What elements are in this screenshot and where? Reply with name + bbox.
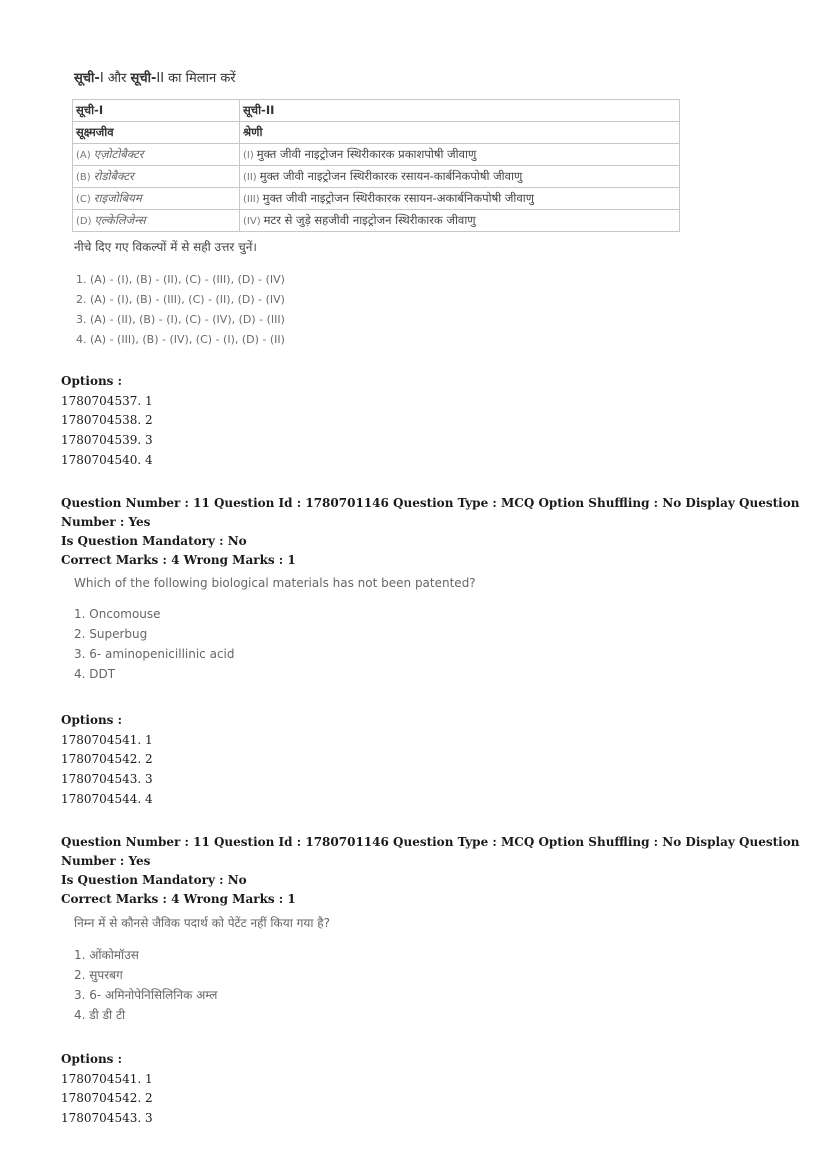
match-choices — [76, 270, 285, 350]
row-tag: (A) — [76, 150, 91, 161]
row-organism: रोडोबैक्टर — [93, 169, 134, 183]
choice-item: 3. 6- aminopenicillinic acid — [74, 647, 235, 661]
heading-list1-word: सूची- — [74, 71, 100, 86]
row-tag: (I) — [243, 150, 254, 161]
choice-item: 4. डी डी टी — [74, 1008, 126, 1022]
row-tag: (III) — [243, 194, 260, 205]
options-label: Options : — [61, 374, 123, 388]
choice-item: 1. ओंकोमॉउस — [74, 948, 139, 962]
table-cell — [240, 144, 680, 166]
choice-item: 1. Oncomouse — [74, 607, 161, 621]
row-organism: राइजोबियम — [93, 191, 142, 205]
table-cell — [240, 188, 680, 210]
option-id: 1780704540. 4 — [61, 452, 153, 467]
question-meta-hi — [61, 833, 826, 909]
row-category: मुक्त जीवी नाइट्रोजन स्थिरीकारक प्रकाशपोषी जीवाणु — [256, 147, 477, 161]
options-block-2 — [61, 711, 153, 810]
option-id: 1780704538. 2 — [61, 413, 153, 428]
meta-line-3: Correct Marks : 4 Wrong Marks : 1 — [61, 892, 296, 906]
meta-line-2: Is Question Mandatory : No — [61, 873, 247, 887]
meta-line-1: Question Number : 11 Question Id : 1780701146 Question Type : MCQ Option Shuffling : No Display Question Number : Yes — [61, 835, 800, 868]
question-hi-image — [74, 914, 330, 1025]
heading-and: और — [103, 71, 131, 86]
table-row — [73, 210, 680, 232]
table-cell — [73, 210, 240, 232]
row-tag: (C) — [76, 194, 91, 205]
table-row — [73, 188, 680, 210]
option-id: 1780704542. 2 — [61, 1091, 153, 1106]
options-block-1 — [61, 372, 153, 471]
match-instruction: नीचे दिए गए विकल्पों में से सही उत्तर चुनें। — [74, 240, 257, 254]
table-cell — [240, 210, 680, 232]
row-category: मुक्त जीवी नाइट्रोजन स्थिरीकारक रसायन-अकार्बनिकपोषी जीवाणु — [262, 191, 535, 205]
match-table — [72, 99, 680, 232]
choice-item: 3. 6- अमिनोपेनिसिलिनिक अम्ल — [74, 988, 218, 1002]
heading-rest: का मिलान करें — [164, 71, 236, 86]
choice-item: 3. (A) - (II), (B) - (I), (C) - (IV), (D) - (III) — [76, 313, 285, 326]
row-organism: एज़ोटोबैक्टर — [93, 147, 144, 161]
meta-line-2: Is Question Mandatory : No — [61, 534, 247, 548]
question-choices — [74, 945, 330, 1025]
table-row — [73, 144, 680, 166]
question-text: Which of the following biological materials has not been patented? — [74, 576, 476, 590]
heading-list2-roman: II — [156, 71, 165, 86]
choice-item: 4. (A) - (III), (B) - (IV), (C) - (I), (D) - (II) — [76, 333, 285, 346]
question-choices — [74, 604, 476, 684]
table-row — [73, 166, 680, 188]
row-category: मुक्त जीवी नाइट्रोजन स्थिरीकारक रसायन-कार्बनिकपोषी जीवाणु — [259, 169, 523, 183]
row-tag: (IV) — [243, 216, 261, 227]
option-id: 1780704541. 1 — [61, 1071, 153, 1086]
option-id: 1780704539. 3 — [61, 433, 153, 448]
match-heading — [74, 68, 236, 86]
table-subheader-cell: श्रेणी — [240, 122, 680, 144]
table-header-cell: सूची-II — [240, 100, 680, 122]
row-category: मटर से जुड़े सहजीवी नाइट्रोजन स्थिरीकारक जीवाणु — [263, 213, 476, 227]
option-id: 1780704537. 1 — [61, 393, 153, 408]
meta-line-3: Correct Marks : 4 Wrong Marks : 1 — [61, 553, 296, 567]
row-tag: (II) — [243, 172, 257, 183]
heading-list2-word: सूची- — [130, 71, 157, 86]
row-tag: (B) — [76, 172, 91, 183]
option-id: 1780704542. 2 — [61, 752, 153, 767]
table-subheader-cell: सूक्ष्मजीव — [73, 122, 240, 144]
option-id: 1780704543. 3 — [61, 772, 153, 787]
table-cell — [73, 188, 240, 210]
option-id: 1780704543. 3 — [61, 1111, 153, 1126]
options-label: Options : — [61, 713, 123, 727]
table-header-row — [73, 100, 680, 122]
options-label: Options : — [61, 1052, 123, 1066]
question-en-image — [74, 576, 476, 684]
heading-list1-roman: I — [99, 71, 104, 86]
choice-item: 2. (A) - (I), (B) - (III), (C) - (II), (D) - (IV) — [76, 293, 285, 306]
choice-item: 2. Superbug — [74, 627, 148, 641]
option-id: 1780704544. 4 — [61, 791, 153, 806]
option-id: 1780704541. 1 — [61, 732, 153, 747]
choice-item: 1. (A) - (I), (B) - (II), (C) - (III), (D) - (IV) — [76, 273, 285, 286]
table-cell — [240, 166, 680, 188]
table-cell — [73, 144, 240, 166]
meta-line-1: Question Number : 11 Question Id : 1780701146 Question Type : MCQ Option Shuffling : No Display Question Number : Yes — [61, 496, 800, 529]
table-header-cell: सूची-I — [73, 100, 240, 122]
question-text: निम्न में से कौनसे जैविक पदार्थ को पेटेंट नहीं किया गया है? — [74, 916, 331, 930]
table-subheader-row — [73, 122, 680, 144]
options-block-3 — [61, 1050, 153, 1129]
choice-item: 4. DDT — [74, 667, 116, 681]
choice-item: 2. सुपरबग — [74, 968, 123, 982]
row-tag: (D) — [76, 216, 92, 227]
question-meta-en — [61, 494, 826, 570]
row-organism: एल्केलिजेन्स — [94, 213, 146, 227]
table-cell — [73, 166, 240, 188]
